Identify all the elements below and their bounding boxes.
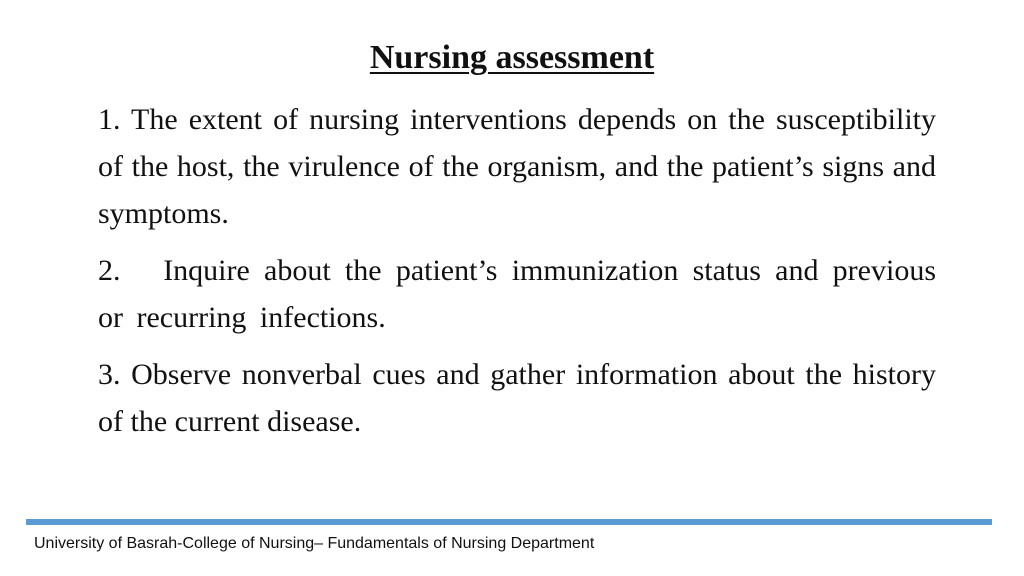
- slide-body: [98, 96, 936, 455]
- footer-divider: [26, 519, 992, 525]
- footer-text: University of Basrah-College of Nursing– Fundamentals of Nursing Department: [34, 535, 595, 552]
- point-2: 2. Inquire about the patient’s immunization status and previous or recurring infections.: [98, 254, 936, 334]
- slide-title-wrapper: [0, 36, 1024, 80]
- point-3: 3. Observe nonverbal cues and gather information about the history of the current disease.: [98, 358, 936, 438]
- slide-title: Nursing assessment: [369, 39, 655, 76]
- point-1: 1. The extent of nursing interventions depends on the susceptibility of the host, the virulence of the organism, and the patient’s signs and symptoms.: [98, 103, 936, 230]
